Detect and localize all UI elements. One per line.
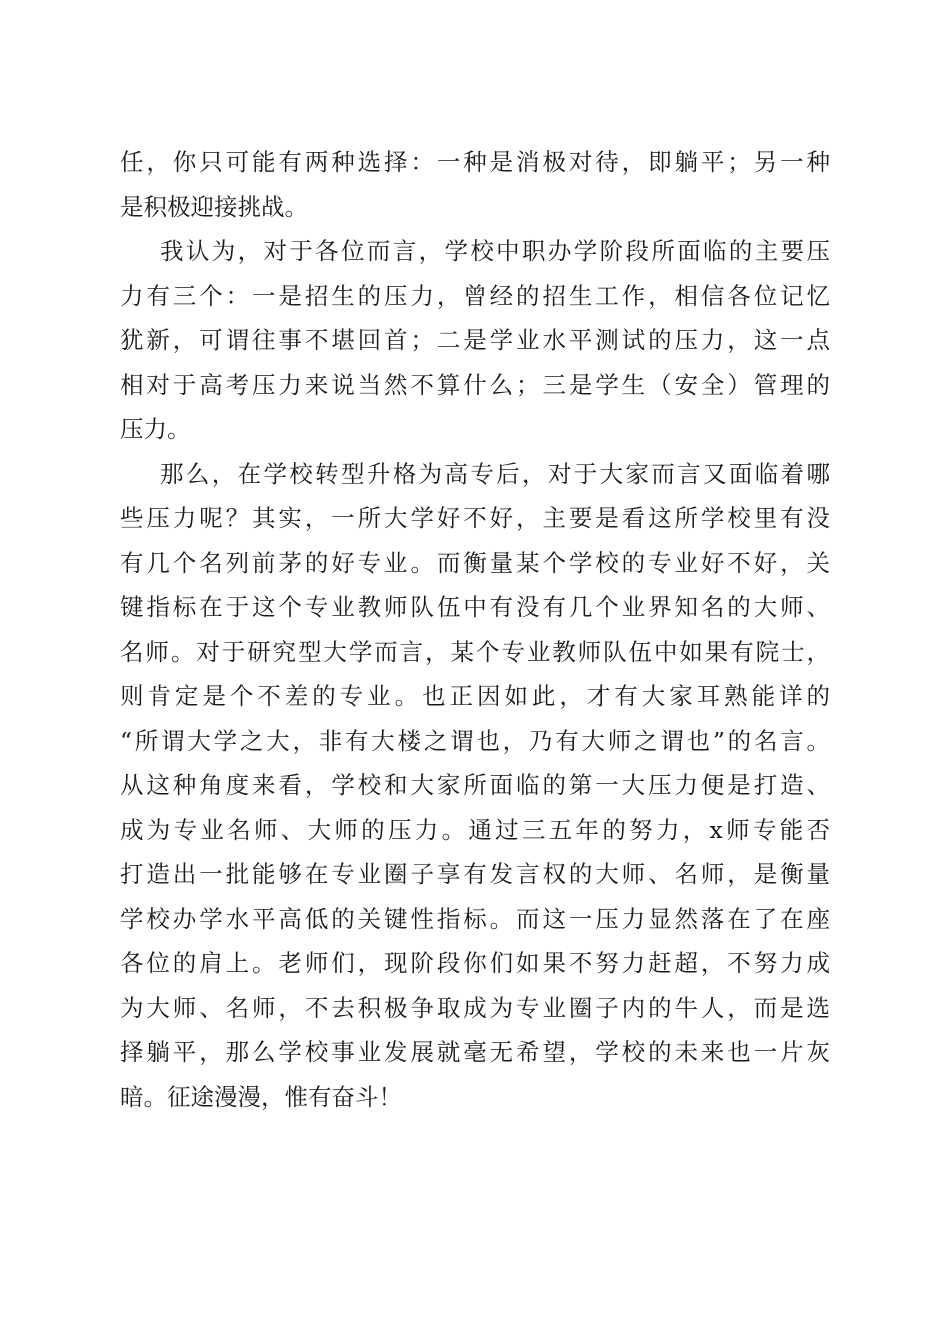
text-line: 那么，在学校转型升格为高专后，对于大家而言又面临着哪 [160, 459, 830, 488]
text-line: 我认为，对于各位而言，学校中职办学阶段所面临的主要压 [160, 237, 830, 265]
text-line: 为大师、名师，不去积极争取成为专业圈子内的牛人，而是选 [120, 993, 830, 1022]
text-line: 键指标在于这个专业教师队伍中有没有几个业界知名的大师、 [120, 593, 830, 621]
text-line: 打造出一批能够在专业圈子享有发言权的大师、名师，是衡量 [120, 860, 830, 888]
document-body [120, 140, 830, 1119]
text-line: 则肯定是个不差的专业。也正因如此，才有大家耳熟能详的 [120, 682, 830, 710]
text-line: 名师。对于研究型大学而言，某个专业教师队伍中如果有院士， [120, 637, 830, 666]
text-line: 是积极迎接挑战。 [120, 192, 308, 221]
text-line: 择躺平，那么学校事业发展就毫无希望，学校的未来也一片灰 [120, 1038, 830, 1066]
text-line: 犹新，可谓往事不堪回首；二是学业水平测试的压力，这一点 [120, 326, 830, 354]
text-line: 成为专业名师、大师的压力。通过三五年的努力，x师专能否 [120, 815, 830, 844]
text-line: 暗。征途漫漫，惟有奋斗！ [120, 1082, 402, 1111]
text-line: 相对于高考压力来说当然不算什么；三是学生（安全）管理的 [120, 370, 830, 399]
text-line: 从这种角度来看，学校和大家所面临的第一大压力便是打造、 [120, 771, 830, 799]
text-line: 学校办学水平高低的关键性指标。而这一压力显然落在了在座 [120, 904, 830, 933]
text-line: 力有三个：一是招生的压力，曾经的招生工作，相信各位记忆 [120, 281, 830, 310]
text-line: 各位的肩上。老师们，现阶段你们如果不努力赶超，不努力成 [120, 949, 830, 977]
text-line: “所谓大学之大，非有大楼之谓也，乃有大师之谓也”的名言。 [120, 726, 830, 755]
text-line: 些压力呢？其实，一所大学好不好，主要是看这所学校里有没 [120, 504, 830, 532]
text-line: 压力。 [120, 415, 191, 443]
text-line: 有几个名列前茅的好专业。而衡量某个学校的专业好不好，关 [120, 548, 830, 577]
text-line: 任，你只可能有两种选择：一种是消极对待，即躺平；另一种 [120, 148, 830, 176]
